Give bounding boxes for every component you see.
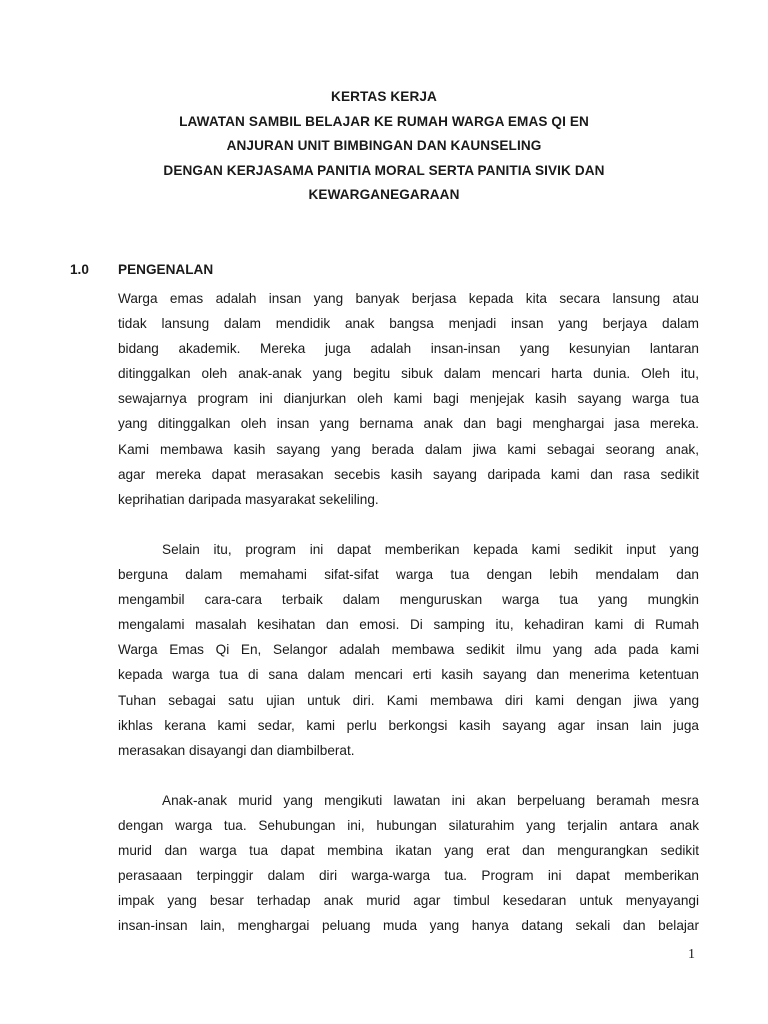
document-title [0, 86, 768, 209]
paragraph-line: mengambil cara-cara terbaik dalam menguruskan warga tua yang mungkin [118, 592, 699, 608]
paragraph-line: dengan warga tua. Sehubungan ini, hubungan silaturahim yang terjalin antara anak [118, 818, 699, 834]
paragraph-line: kepada warga tua di sana dalam mencari erti kasih sayang dan menerima ketentuan [118, 667, 699, 683]
paragraph-line: keprihatian daripada masyarakat sekeliling. [118, 491, 379, 507]
paragraph-line: bidang akademik. Mereka juga adalah insan-insan yang kesunyian lantaran [118, 341, 699, 357]
page-number: 1 [688, 947, 695, 962]
paragraph-2 [118, 537, 699, 763]
paragraph-line: agar mereka dapat merasakan secebis kasih sayang daripada kami dan rasa sedikit [118, 466, 699, 482]
title-line: DENGAN KERJASAMA PANITIA MORAL SERTA PANITIA SIVIK DAN [163, 162, 605, 178]
paragraph-line: yang ditinggalkan oleh insan yang bernama anak dan bagi menghargai jasa mereka. [118, 416, 699, 432]
paragraph-line: merasakan disayangi dan diambilberat. [118, 742, 355, 758]
section-number: 1.0 [70, 262, 89, 277]
paragraph-1 [118, 286, 699, 512]
paragraph-line: impak yang besar terhadap anak murid agar timbul kesedaran untuk menyayangi [118, 893, 699, 909]
paragraph-line: Warga Emas Qi En, Selangor adalah membawa sedikit ilmu yang ada pada kami [118, 642, 699, 658]
paragraph-line: perasaaan terpinggir dalam diri warga-warga tua. Program ini dapat memberikan [118, 868, 699, 884]
paragraph-line: Selain itu, program ini dapat memberikan kepada kami sedikit input yang [162, 542, 699, 557]
section-title: PENGENALAN [118, 262, 214, 277]
paragraph-line: Warga emas adalah insan yang banyak berjasa kepada kita secara lansung atau [118, 291, 699, 306]
paragraph-line: sewajarnya program ini dianjurkan oleh kami bagi menjejak kasih sayang warga tua [118, 391, 699, 407]
paragraph-3 [118, 788, 699, 939]
paragraph-line: insan-insan lain, menghargai peluang muda yang hanya datang sekali dan belajar [118, 918, 699, 934]
paragraph-line: Tuhan sebagai satu ujian untuk diri. Kami membawa diri kami dengan jiwa yang [118, 692, 699, 708]
paragraph-line: Kami membawa kasih sayang yang berada dalam jiwa kami sebagai seorang anak, [118, 441, 699, 457]
paragraph-line: Anak-anak murid yang mengikuti lawatan ini akan berpeluang beramah mesra [162, 793, 699, 808]
title-line: KERTAS KERJA [331, 89, 437, 104]
paragraph-line: tidak lansung dalam mendidik anak bangsa menjadi insan yang berjaya dalam [118, 316, 699, 332]
paragraph-line: ditinggalkan oleh anak-anak yang begitu sibuk dalam mencari harta dunia. Oleh itu, [118, 366, 699, 382]
title-line: LAWATAN SAMBIL BELAJAR KE RUMAH WARGA EMAS QI EN [179, 113, 589, 129]
title-line: KEWARGANEGARAAN [308, 187, 460, 202]
paragraph-line: berguna dalam memahami sifat-sifat warga tua dengan lebih mendalam dan [118, 567, 699, 583]
paragraph-line: ikhlas kerana kami sedar, kami perlu berkongsi kasih sayang agar insan lain juga [118, 717, 699, 733]
paragraph-line: murid dan warga tua dapat membina ikatan yang erat dan mengurangkan sedikit [118, 843, 699, 859]
paragraph-line: mengalami masalah kesihatan dan emosi. Di samping itu, kehadiran kami di Rumah [118, 617, 699, 633]
title-line: ANJURAN UNIT BIMBINGAN DAN KAUNSELING [226, 138, 542, 153]
